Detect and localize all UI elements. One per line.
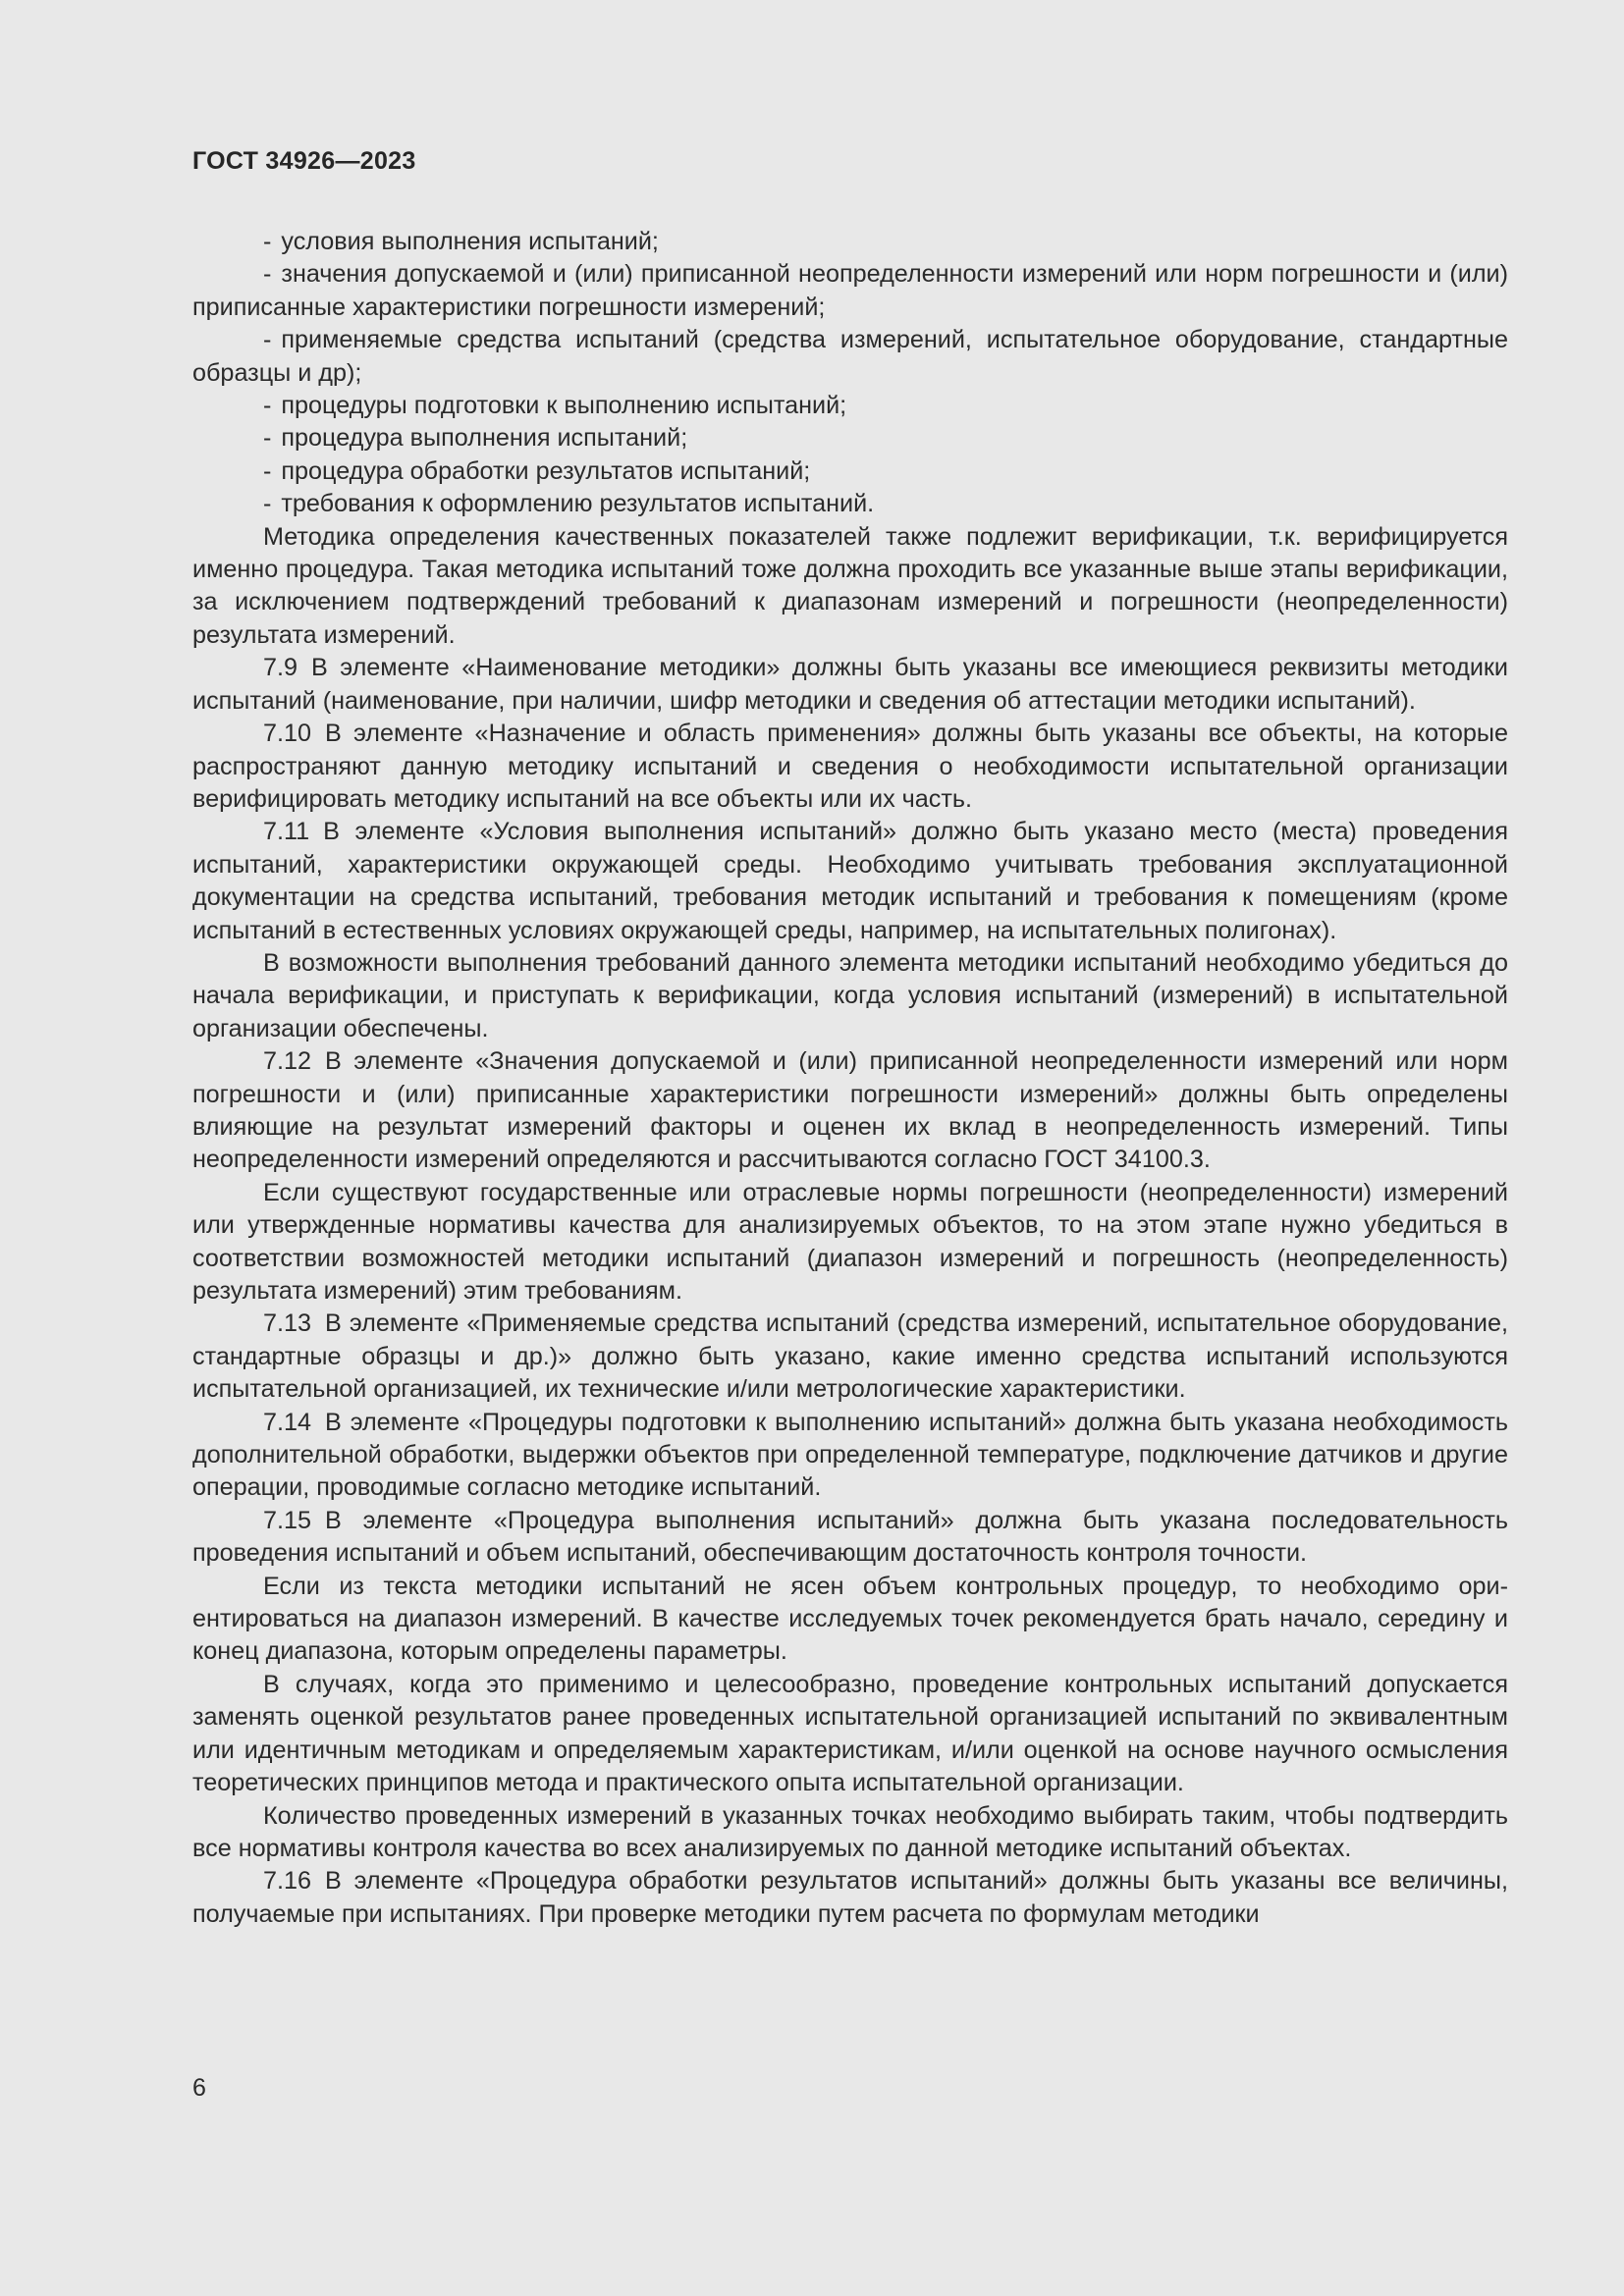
clause-7-10: 7.10 В элементе «Назначение и область применения» должны быть указаны все объекты, на которые распространяют данную методику испытаний и сведения о необходимости испытательной организации верифицировать методику испытаний на все объекты или их часть. [192,720,1508,813]
document-body [192,226,1508,1931]
clause-number: 7.9 [263,654,298,682]
clause-number: 7.11 [263,818,310,846]
clause-number: 7.16 [263,1867,312,1896]
list-item: - требования к оформлению результатов испытаний. [263,490,875,518]
document-header: ГОСТ 34926—2023 [192,147,416,175]
list-item: - процедура выполнения испытаний; [263,424,688,453]
clause-7-11: 7.11 В элементе «Условия выполнения испытаний» должно быть указано место (места) проведения испытаний, характеристики окружающей среды. Необходимо учитывать требования эксплуатационной документации на средства испытаний, требования методик испытаний и требования к помещениям (кроме испытаний в естественных условиях окружающей среды, например, на испытательных полигонах). [192,818,1508,944]
clause-number: 7.15 [263,1506,312,1534]
paragraph-norms: Если существуют государственные или отраслевые нормы погрешности (неопределенности) измерений или утвержденные нормативы качества для анализируемых объектов, то на этом этапе нужно убедиться в соответствии возможностей методики испытаний (диапазон измерений и погрешность (неопределенность) результата измерений) этим требованиям. [192,1178,1508,1305]
clause-number: 7.13 [263,1309,312,1338]
paragraph-possibility: В возможности выполнения требований данного элемента методики испытаний необходимо убедиться до начала верификации, и приступать к верификации, когда условия испытаний (измерений) в испытательной организации обеспечены. [192,948,1508,1042]
list-item: - процедура обработки результатов испытаний; [263,456,811,485]
clause-7-15: 7.15 В элементе «Процедура выполнения испытаний» должна быть указана последовательность проведения испытаний и объем испытаний, обеспечивающим достаточность контроля точности. [192,1506,1508,1568]
page-number: 6 [192,2074,206,2102]
clause-number: 7.12 [263,1047,312,1076]
paragraph-cases: В случаях, когда это применимо и целесообразно, проведение контрольных испытаний допускается заменять оценкой результатов ранее проведенных испытательной организацией испытаний по эквивалентным или идентичным методикам и определяемым характеристикам, и/или оценкой на основе научного осмысления теоретических принципов метода и практического опыта испытательной организации. [192,1670,1508,1797]
clause-7-13: 7.13 В элементе «Применяемые средства испытаний (средства измерений, испытательное оборудование, стандартные образцы и др.)» должно быть указано, какие именно средства испытаний используются испытательной организацией, их технические и/или метрологические характеристики. [192,1309,1508,1404]
paragraph-method-verification: Методика определения качественных показателей также подлежит верификации, т.к. верифицируется именно процедура. Такая методика испытаний тоже должна проходить все указанные выше этапы верификации, за исключением подтверждений требований к диапазонам измерений и погрешности (неопределенности) результата измерений. [192,522,1508,649]
clause-7-12: 7.12 В элементе «Значения допускаемой и (или) приписанной неопределенности измерений или норм погрешности и (или) приписанные характеристики погрешности измерений» должны быть определены влияющие на результат измерений факторы и оценен их вклад в неопределенность измерений. Типы неопределенности измерений определяются и рассчитываются согласно ГОСТ 34100.3. [192,1047,1508,1174]
list-item: - процедуры подготовки к выполнению испытаний; [263,392,847,420]
clause-7-9: 7.9 В элементе «Наименование методики» должны быть указаны все имеющиеся реквизиты методики испытаний (наименование, при наличии, шифр методики и сведения об аттестации методики испытаний). [192,654,1508,715]
paragraph-count: Количество проведенных измерений в указанных точках необходимо выбирать таким, чтобы подтвердить все нормативы контроля качества во всех анализируемых по данной методике испытаний объектах. [192,1801,1508,1862]
clause-number: 7.10 [263,720,312,748]
clause-number: 7.14 [263,1408,312,1436]
paragraph-volume: Если из текста методики испытаний не ясен объем контрольных процедур, то необходимо ориентироваться на диапазон измерений. В качестве исследуемых точек рекомендуется брать начало, середину и конец диапазона, которым определены параметры. [192,1572,1508,1666]
clause-7-16: 7.16 В элементе «Процедура обработки результатов испытаний» должны быть указаны все величины, получаемые при испытаниях. При проверке методики путем расчета по формулам методики [192,1867,1508,1928]
clause-7-14: 7.14 В элементе «Процедуры подготовки к выполнению испытаний» должна быть указана необходимость дополнительной обработки, выдержки объектов при определенной температуре, подключение датчиков и другие операции, проводимые согласно методике испытаний. [192,1408,1508,1502]
list-item: - условия выполнения испытаний; [263,228,659,255]
list-item: - значения допускаемой и (или) приписанной неопределенности измерений или норм погрешности и (или) приписанные характеристики погрешности измерений; [192,260,1508,321]
list-item: - применяемые средства испытаний (средства измерений, испытательное оборудование, стандартные образцы и др); [192,326,1508,387]
